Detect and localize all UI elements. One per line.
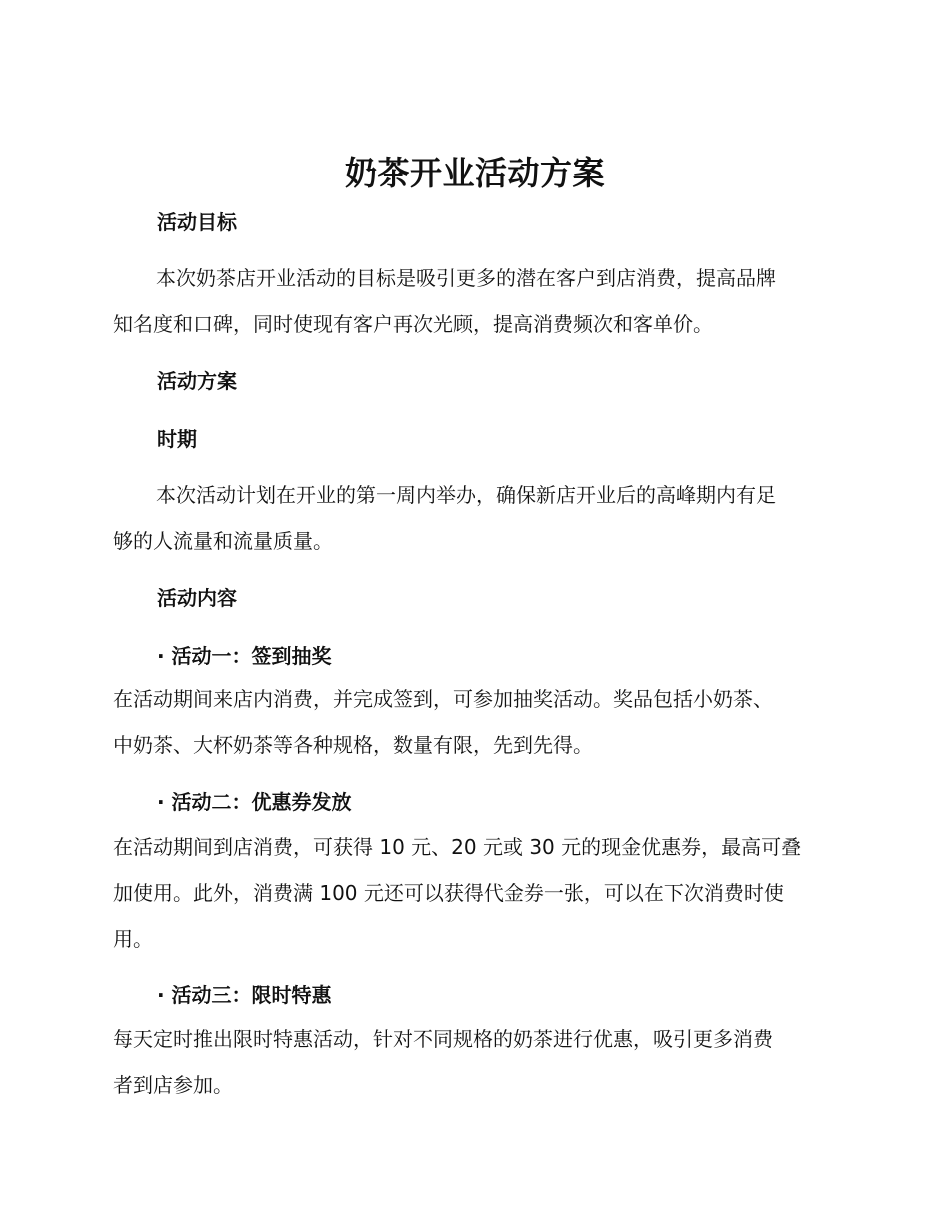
goal-line-2: 知名度和口碑，同时使现有客户再次光顾，提高消费频次和客单价。	[113, 312, 713, 336]
activity2-line-1: 在活动期间到店消费，可获得 10 元、20 元或 30 元的现金优惠券，最高可叠	[113, 835, 802, 859]
activity1-line-2: 中奶茶、大杯奶茶等各种规格，数量有限，先到先得。	[113, 733, 593, 757]
activity2-line-3: 用。	[113, 927, 153, 951]
section-heading-goal: 活动目标	[157, 210, 237, 234]
activity2-heading: · 活动二：优惠券发放	[157, 790, 352, 814]
period-paragraph	[113, 472, 838, 564]
activity3-line-2: 者到店参加。	[113, 1073, 233, 1097]
activity2-paragraph	[113, 824, 838, 962]
goal-line-1: 本次奶茶店开业活动的目标是吸引更多的潜在客户到店消费，提高品牌	[156, 266, 776, 290]
document-title: 奶茶开业活动方案	[344, 154, 605, 192]
activity1-line-1: 在活动期间来店内消费，并完成签到，可参加抽奖活动。奖品包括小奶茶、	[113, 687, 773, 711]
activity3-heading: · 活动三：限时特惠	[157, 983, 332, 1007]
activity3-line-1: 每天定时推出限时特惠活动，针对不同规格的奶茶进行优惠，吸引更多消费	[113, 1027, 773, 1051]
period-line-1: 本次活动计划在开业的第一周内举办，确保新店开业后的高峰期内有足	[156, 483, 776, 507]
section-heading-period: 时期	[157, 427, 197, 451]
activity3-paragraph	[113, 1016, 838, 1108]
section-heading-plan: 活动方案	[157, 369, 237, 393]
period-line-2: 够的人流量和流量质量。	[113, 529, 333, 553]
activity2-line-2: 加使用。此外，消费满 100 元还可以获得代金券一张，可以在下次消费时使	[113, 881, 784, 905]
activity1-paragraph	[113, 676, 838, 768]
goal-paragraph	[113, 255, 838, 347]
section-heading-content: 活动内容	[157, 586, 237, 610]
activity1-heading: · 活动一：签到抽奖	[157, 644, 332, 668]
